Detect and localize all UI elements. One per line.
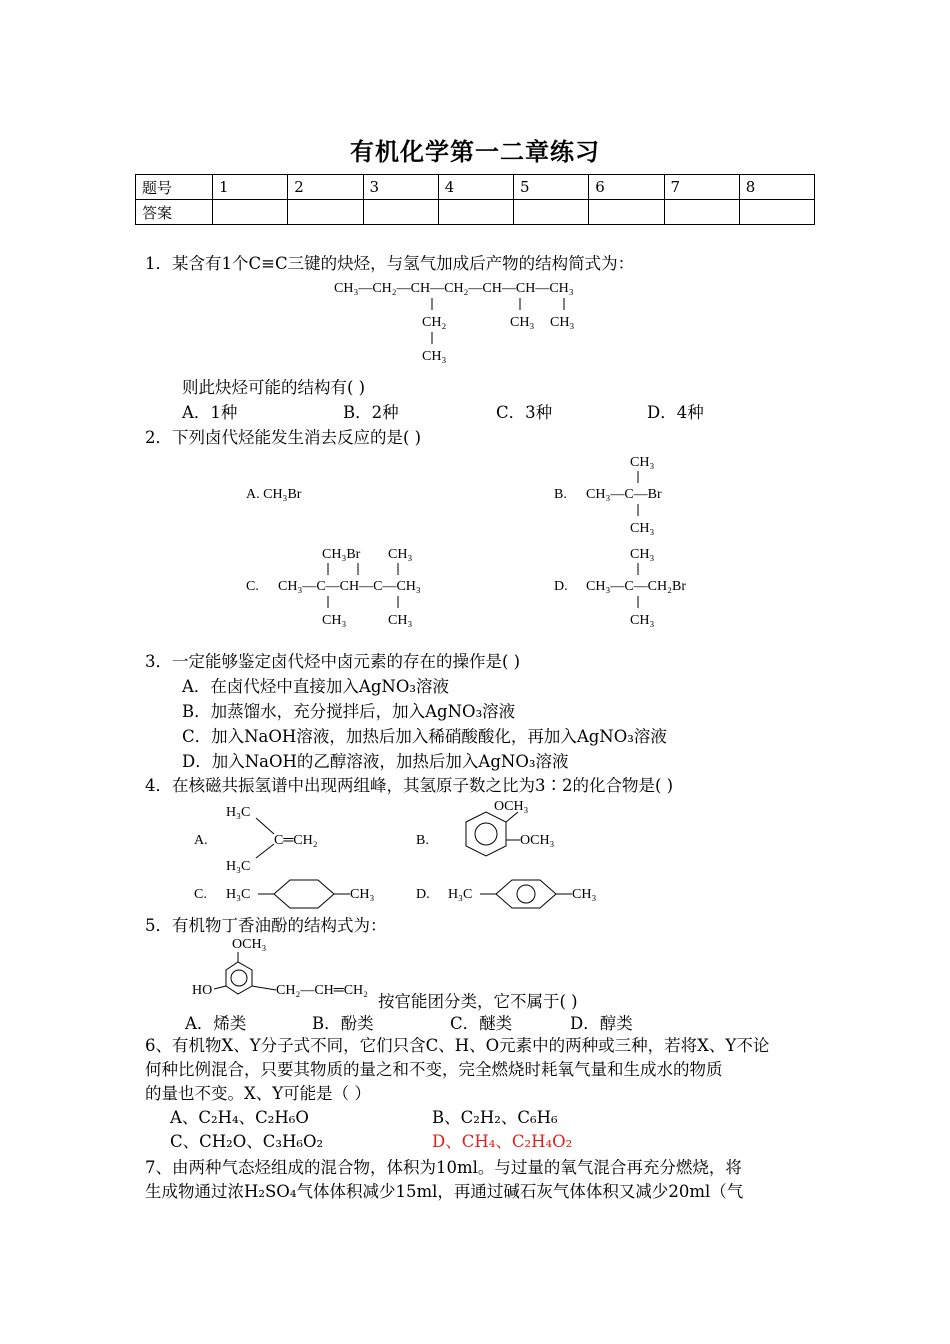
q4-structure-diagrams: [190, 798, 630, 910]
table-cell: 3: [363, 175, 438, 200]
q7-line: 生成物通过浓H₂SO₄气体体积减少15ml，再通过碱石灰气体体积又减少20ml（气: [145, 1182, 744, 1201]
q1-branch-ch2: CH₂: [422, 315, 447, 330]
benzene-circle: [517, 885, 535, 903]
q3-option-a: A．在卤代烃中直接加入AgNO₃溶液: [182, 677, 449, 696]
q2-option-b-label: B.: [554, 487, 567, 502]
q5-sub-left: HO: [192, 983, 213, 998]
q3-option-d: D．加入NaOH的乙醇溶液，加热后加入AgNO₃溶液: [182, 752, 569, 771]
q6-line: 的量也不变。X、Y可能是（ ）: [145, 1084, 371, 1103]
q4-c-right: CH₃: [350, 887, 375, 902]
q2-option-c-label: C.: [246, 579, 259, 594]
q6-option-c: C、CH₂O、C₃H₆O₂: [170, 1132, 324, 1151]
q2-b-top: CH₃: [630, 455, 655, 470]
answer-cell[interactable]: [213, 200, 288, 225]
q4-d-label: D.: [416, 887, 430, 902]
q5-sub-top: OCH₃: [232, 937, 267, 952]
q2-c-bot2: CH₃: [388, 613, 413, 628]
q4-a-right: C═CH₂: [274, 833, 318, 848]
q2-option-a: A. CH₃Br: [246, 487, 302, 502]
q2-c-main: CH₃—C—CH—C—CH₃: [278, 579, 421, 594]
q2-stem: 2．下列卤代烃能发生消去反应的是( ): [145, 428, 422, 447]
q4-a-bottom: H₃C: [226, 859, 251, 874]
cyclohexane-ring: [274, 880, 334, 908]
table-cell: 题号: [136, 175, 213, 200]
table-row: [136, 200, 815, 225]
q4-d-right: CH₃: [572, 887, 597, 902]
page-title: 有机化学第一二章练习: [350, 138, 600, 166]
q4-c-label: C.: [194, 887, 207, 902]
q5-option-b: B．酚类: [312, 1014, 374, 1033]
benzene-circle: [231, 970, 247, 986]
answer-cell[interactable]: [739, 200, 814, 225]
q6-option-b: B、C₂H₂、C₆H₆: [432, 1108, 558, 1127]
table-cell: 5: [514, 175, 589, 200]
q6-line: 何种比例混合，只要其物质的量之和不变，完全燃烧时耗氧气量和生成水的物质: [145, 1060, 723, 1079]
table-row: [136, 175, 815, 200]
q1-option-c: C．3种: [496, 403, 553, 422]
q5-structure-diagram: [192, 934, 392, 1006]
q3-option-c: C．加入NaOH溶液，加热后加入稀硝酸酸化，再加入AgNO₃溶液: [182, 727, 667, 746]
table-cell: 4: [438, 175, 513, 200]
answer-cell[interactable]: [363, 200, 438, 225]
q1-main-chain: CH₃—CH₂—CH—CH₂—CH—CH—CH₃: [334, 281, 574, 296]
q1-option-d: D．4种: [647, 403, 704, 422]
q4-c-left: H₃C: [226, 887, 251, 902]
answer-cell[interactable]: [438, 200, 513, 225]
q7-line: 7、由两种气态烃组成的混合物，体积为10ml。与过量的氧气混合再充分燃烧，将: [145, 1158, 742, 1177]
table-cell: 答案: [136, 200, 213, 225]
q1-stem: 1．某含有1个C≡C三键的炔烃，与氢气加成后产物的结构简式为：: [145, 254, 635, 273]
bond-line: [256, 818, 274, 834]
q4-a-label: A.: [194, 833, 208, 848]
q5-follow: 按官能团分类，它不属于( ): [378, 992, 578, 1011]
q5-option-c: C．醚类: [450, 1014, 513, 1033]
bond-line: [214, 986, 226, 989]
q2-option-d-label: D.: [554, 579, 568, 594]
bond-line: [252, 986, 276, 990]
q4-d-left: H₃C: [448, 887, 473, 902]
q4-b-sub2: OCH₃: [520, 833, 555, 848]
answer-cell[interactable]: [589, 200, 664, 225]
q1-option-b: B．2种: [343, 403, 399, 422]
table-cell: 2: [288, 175, 363, 200]
q2-c-bot1: CH₃: [322, 613, 347, 628]
q2-d-main: CH₃—C—CH₂Br: [586, 579, 686, 594]
benzene-ring: [226, 962, 252, 994]
q1-option-a: A．1种: [182, 403, 238, 422]
benzene-ring: [466, 812, 506, 856]
answer-cell[interactable]: [664, 200, 739, 225]
q6-option-d: D、CH₄、C₂H₄O₂: [432, 1132, 573, 1151]
q5-chain: CH₂—CH═CH₂: [276, 983, 369, 998]
q5-option-a: A．烯类: [185, 1014, 247, 1033]
q2-d-top: CH₃: [630, 547, 655, 562]
q2-c-top2: CH₃: [388, 547, 413, 562]
answer-table: [135, 174, 815, 225]
benzene-circle: [475, 823, 497, 845]
q1-follow: 则此炔烃可能的结构有( ): [182, 378, 366, 397]
bond-line: [256, 844, 274, 858]
benzene-ring: [496, 880, 556, 908]
q2-d-bottom: CH₃: [630, 613, 655, 628]
q4-a-top: H₃C: [226, 805, 251, 820]
table-cell: 6: [589, 175, 664, 200]
table-cell: 7: [664, 175, 739, 200]
q5-stem: 5．有机物丁香油酚的结构式为：: [145, 916, 387, 935]
q1-branch-ch3: CH₃: [510, 315, 535, 330]
table-cell: 8: [739, 175, 814, 200]
q2-structure-diagrams: [240, 450, 720, 640]
q3-option-b: B．加蒸馏水，充分搅拌后，加入AgNO₃溶液: [182, 702, 516, 721]
q4-b-label: B.: [416, 833, 429, 848]
q1-structure-diagram: [330, 276, 630, 366]
q2-b-bottom: CH₃: [630, 521, 655, 536]
q2-b-main: CH₃—C—Br: [586, 487, 662, 502]
q5-option-d: D．醇类: [570, 1014, 633, 1033]
q1-branch-ch3: CH₃: [422, 349, 447, 364]
q6-line: 6、有机物X、Y分子式不同，它们只含C、H、O元素中的两种或三种，若将X、Y不论: [145, 1036, 770, 1055]
q1-branch-ch3: CH₃: [550, 315, 575, 330]
answer-cell[interactable]: [514, 200, 589, 225]
table-cell: 1: [213, 175, 288, 200]
q3-stem: 3．一定能够鉴定卤代烃中卤元素的存在的操作是( ): [145, 652, 521, 671]
q2-c-top1: CH₃Br: [322, 547, 361, 562]
q6-option-a: A、C₂H₄、C₂H₆O: [170, 1108, 309, 1127]
q4-b-sub1: OCH₃: [494, 799, 529, 814]
q4-stem: 4．在核磁共振氢谱中出现两组峰，其氢原子数之比为3∶2的化合物是( ): [145, 776, 674, 795]
answer-cell[interactable]: [288, 200, 363, 225]
